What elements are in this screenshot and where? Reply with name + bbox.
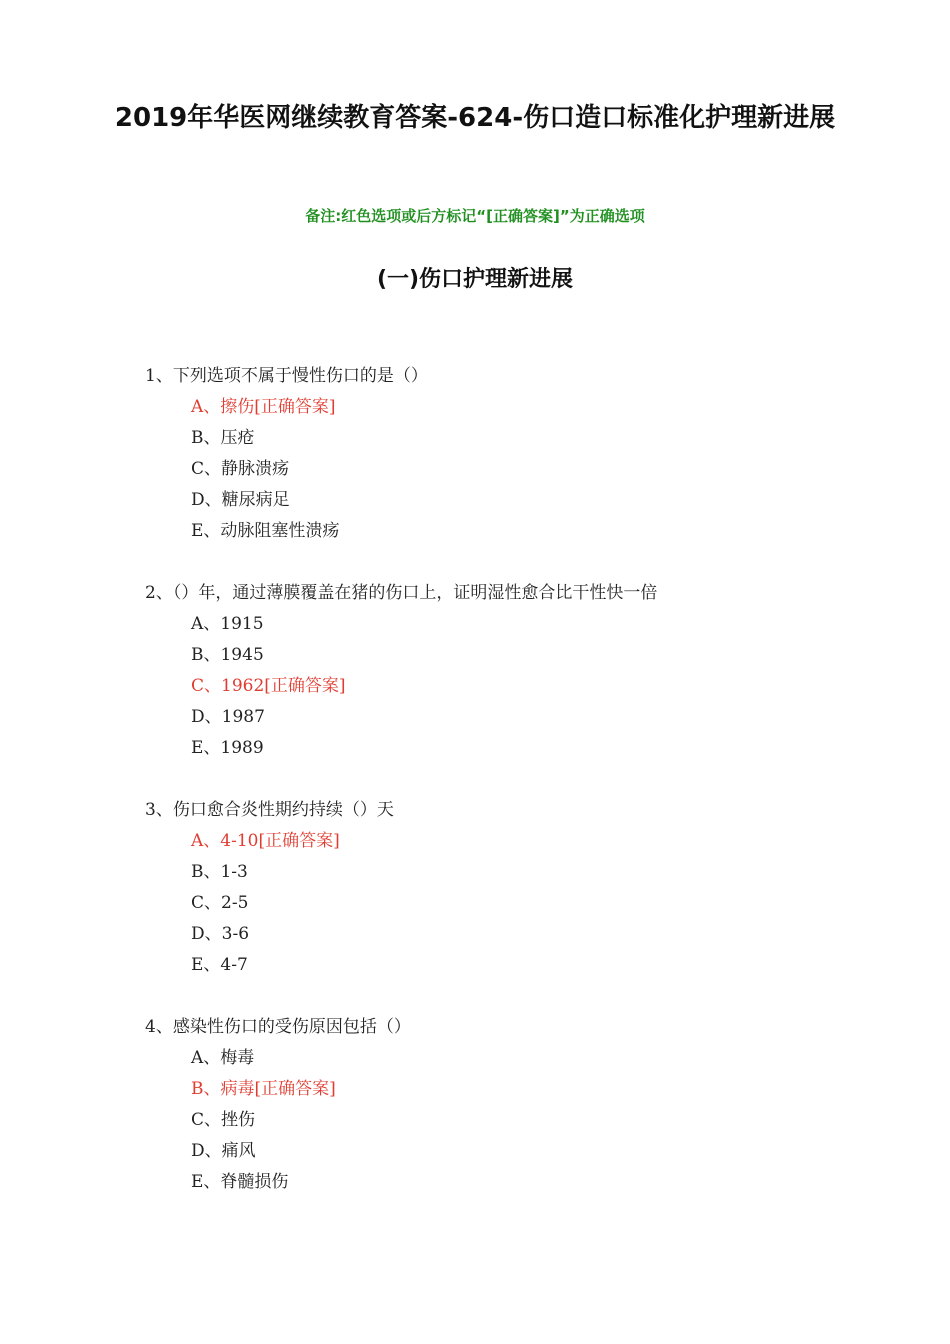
option-a: A、擦伤[正确答案] bbox=[191, 397, 336, 417]
question-2 bbox=[145, 578, 905, 764]
option-list bbox=[191, 609, 905, 764]
option-b: B、病毒[正确答案] bbox=[191, 1079, 336, 1099]
question-3 bbox=[145, 795, 905, 981]
section-title: (一)伤口护理新进展 bbox=[376, 267, 574, 292]
option-c: C、1962[正确答案] bbox=[191, 676, 346, 696]
option-list bbox=[191, 826, 905, 981]
option-b: B、1-3 bbox=[191, 862, 248, 882]
question-list bbox=[145, 361, 905, 1229]
option-a: A、梅毒 bbox=[191, 1048, 255, 1068]
question-1 bbox=[145, 361, 905, 547]
question-stem: 4、感染性伤口的受伤原因包括（） bbox=[145, 1017, 411, 1037]
option-c: C、2-5 bbox=[191, 893, 249, 913]
option-e: E、动脉阻塞性溃疡 bbox=[191, 521, 340, 541]
option-c: C、静脉溃疡 bbox=[191, 459, 290, 479]
question-stem: 2、（）年，通过薄膜覆盖在猪的伤口上，证明湿性愈合比干性快一倍 bbox=[145, 583, 658, 603]
option-list bbox=[191, 1043, 905, 1198]
option-d: D、3-6 bbox=[191, 924, 250, 944]
question-stem: 1、下列选项不属于慢性伤口的是（） bbox=[145, 366, 428, 386]
option-b: B、1945 bbox=[191, 645, 264, 665]
option-e: E、脊髓损伤 bbox=[191, 1172, 289, 1192]
option-e: E、1989 bbox=[191, 738, 264, 758]
option-d: D、1987 bbox=[191, 707, 265, 727]
option-d: D、痛风 bbox=[191, 1141, 256, 1161]
option-b: B、压疮 bbox=[191, 428, 255, 448]
document-title: 2019年华医网继续教育答案-624-伤口造口标准化护理新进展 bbox=[114, 103, 836, 133]
answer-note: 备注:红色选项或后方标记“[正确答案]”为正确选项 bbox=[305, 207, 645, 225]
option-a: A、1915 bbox=[191, 614, 264, 634]
question-stem: 3、伤口愈合炎性期约持续（）天 bbox=[145, 800, 394, 820]
option-e: E、4-7 bbox=[191, 955, 248, 975]
option-a: A、4-10[正确答案] bbox=[191, 831, 340, 851]
option-d: D、糖尿病足 bbox=[191, 490, 290, 510]
option-c: C、挫伤 bbox=[191, 1110, 256, 1130]
option-list bbox=[191, 392, 905, 547]
question-4 bbox=[145, 1012, 905, 1198]
